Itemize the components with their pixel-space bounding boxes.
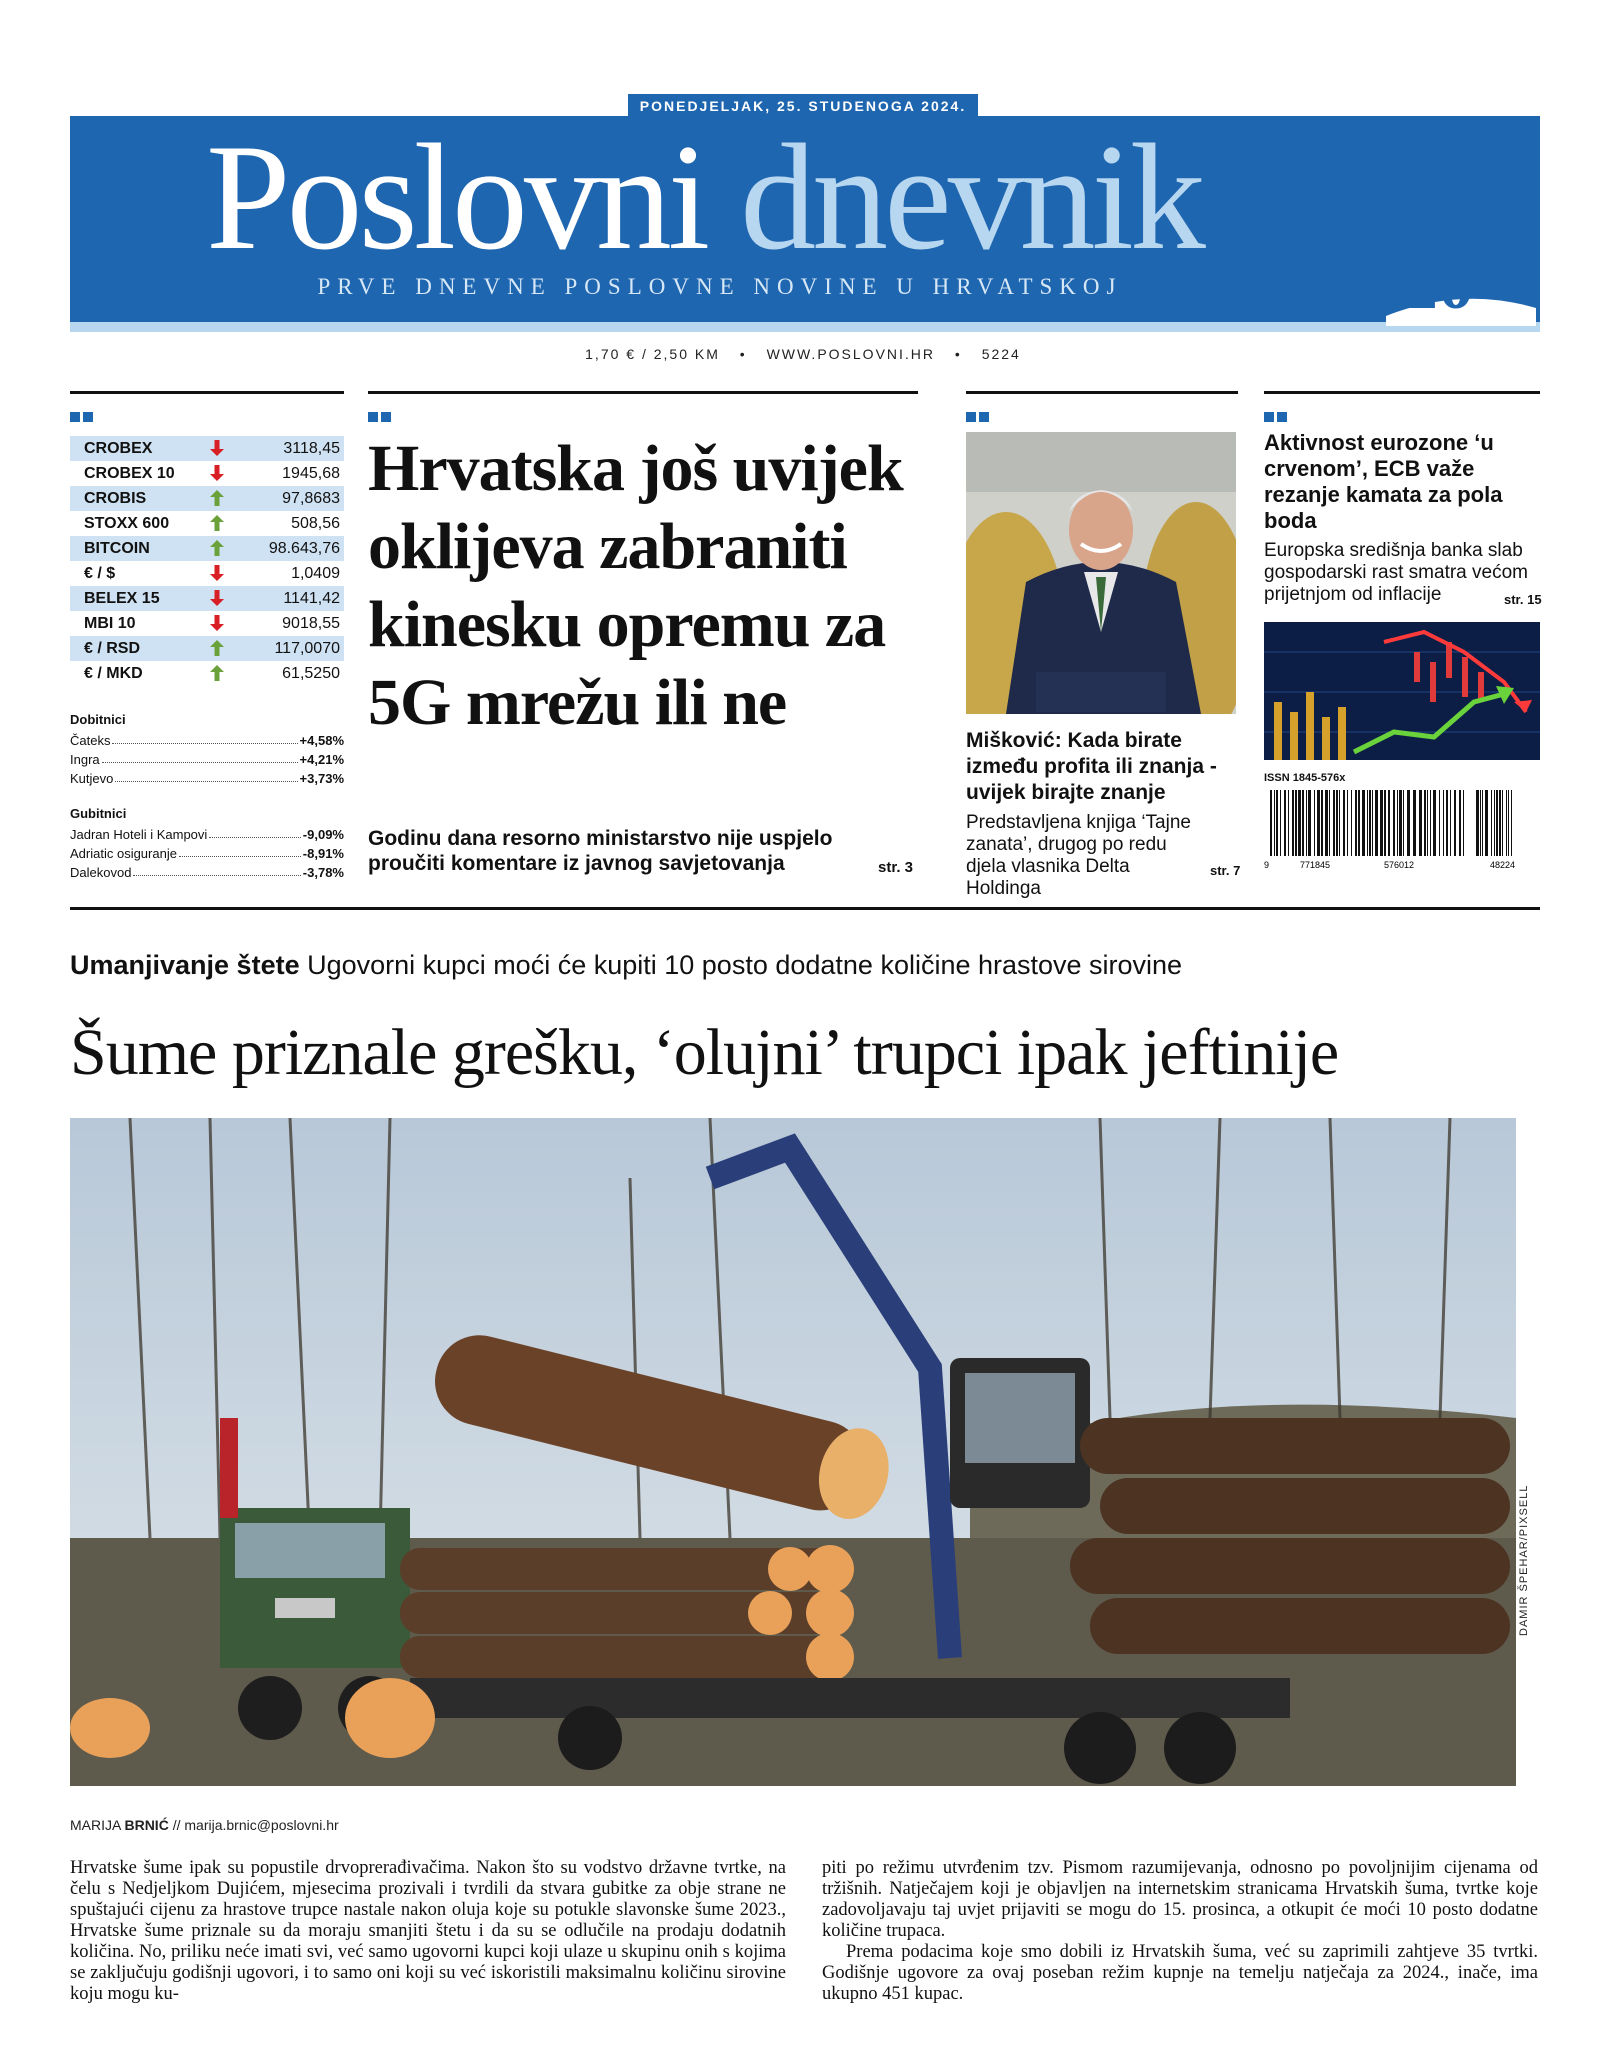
column-rule [70, 391, 344, 394]
barcode-bar [1491, 790, 1492, 856]
barcode-bar [1485, 790, 1488, 856]
mover-change: +3,73% [299, 771, 344, 786]
author-email[interactable]: // marija.brnic@poslovni.hr [172, 1817, 339, 1833]
barcode-bar [1476, 790, 1479, 856]
arrow-up-icon [194, 540, 240, 558]
masthead-strip [70, 322, 1540, 332]
mover-row [70, 767, 344, 786]
barcode-bar [1358, 790, 1360, 856]
arrow-up-icon [194, 640, 240, 658]
market-name: CROBEX [84, 439, 153, 457]
masthead [70, 116, 1540, 332]
barcode-bar [1439, 790, 1440, 856]
dot-leader [112, 743, 297, 744]
market-value: 1945,68 [282, 464, 340, 482]
lead-page-ref: str. 3 [878, 859, 914, 876]
barcode-bar [1496, 790, 1498, 856]
body-paragraph: Hrvatske šume ipak su popustile drvoprerađivačima. Nakon što su vodstvo državne tvrtke, na čelu s Nedjeljkom Dujićem, mjesecima prozivali i tvrdili da stvara gubitke za obje strane ne spuštajući cijenu za hrastove trupce nastale nakon oluja koje su potukle slavonske šume 2023., Hrvatske šume priznale su da moraju smanjiti štetu i da su se odlučile na prodaju dodatnih količina. No, priliku neće imati svi, već samo ugovorni kupci koji ulaze u skupinu onih s kojima se zaključuju godišnji ugovori, i to samo oni koji su već iskoristili maksimalnu količinu sirovine koju mogu ku- [70, 1858, 786, 2004]
barcode-bar [1347, 790, 1348, 856]
portrait-story-text: Predstavljena knjiga ‘Tajne zanata’, drugog po redu djela vlasnika Delta Holdinga [966, 812, 1191, 899]
gainers-list [70, 712, 344, 786]
barcode-bar [1336, 790, 1338, 856]
kicker-bold: Umanjivanje štete [70, 950, 300, 980]
market-name: € / RSD [84, 639, 141, 657]
market-row [70, 436, 344, 461]
barcode-bar [1459, 790, 1461, 856]
market-row [70, 486, 344, 511]
barcode-bar [1367, 790, 1368, 856]
title-word-poslovni: Poslovni [206, 116, 707, 281]
market-name: CROBEX 10 [84, 464, 175, 482]
ecb-text: Europska središnja banka slab gospodarski rast smatra većom prijetnjom od inflacije [1264, 540, 1528, 605]
barcode-bar [1454, 790, 1456, 856]
barcode-number: 771845 [1300, 860, 1331, 870]
mover-row [70, 729, 344, 748]
market-value: 97,8683 [282, 489, 340, 507]
photo-illustration [70, 1118, 1516, 1786]
lead-deck: Godinu dana resorno ministarstvo nije uspjelo proučiti komentare iz javnog savjetovanja [368, 827, 833, 875]
market-row [70, 586, 344, 611]
barcode-bar [1306, 790, 1307, 856]
portrait-illustration [966, 432, 1236, 714]
barcode-bar [1407, 790, 1410, 856]
barcode-bar [1494, 790, 1495, 856]
market-name: MBI 10 [84, 614, 136, 632]
price-line: 1,70 € / 2,50 KM • WWW.POSLOVNI.HR • 5224 [585, 346, 1021, 362]
barcode-bar [1419, 790, 1422, 856]
barcode-bar [1399, 790, 1402, 856]
losers-title: Gubitnici [70, 806, 127, 821]
market-chart-photo[interactable] [1264, 622, 1540, 760]
forestry-log-loader-photo[interactable] [70, 1118, 1516, 1786]
barcode-bar [1430, 790, 1431, 856]
price: 1,70 € / 2,50 KM [585, 346, 720, 362]
market-value: 1,0409 [291, 564, 340, 582]
mover-name: Čateks [70, 733, 111, 748]
barcode-bar [1333, 790, 1335, 856]
mover-name: Dalekovod [70, 865, 132, 880]
column-rule [368, 391, 918, 394]
market-value: 61,5250 [282, 664, 340, 682]
dot-leader [179, 856, 301, 857]
barcode-bar [1280, 790, 1281, 856]
market-name: CROBIS [84, 489, 147, 507]
barcode-bar [1355, 790, 1357, 856]
barcode-bar [1397, 790, 1398, 856]
main-headline[interactable]: Šume priznale grešku, ‘olujni’ trupci ipak jeftinije [70, 1016, 1339, 1089]
arrow-down-icon [194, 465, 240, 483]
website-link[interactable]: WWW.POSLOVNI.HR [766, 346, 936, 362]
market-row [70, 611, 344, 636]
market-value: 98.643,76 [268, 539, 340, 557]
chart-illustration [1264, 622, 1540, 760]
section-marker [368, 412, 394, 422]
barcode-bar [1403, 790, 1404, 856]
barcode-bar [1480, 790, 1481, 856]
barcode-bar [1384, 790, 1386, 856]
arrow-up-icon [194, 490, 240, 508]
arrow-up-icon [194, 515, 240, 533]
barcode-bar [1321, 790, 1323, 856]
barcode [1264, 790, 1540, 870]
market-row [70, 561, 344, 586]
barcode-bar [1508, 790, 1509, 856]
mover-row [70, 823, 344, 842]
anniversary-number: 20 [1402, 246, 1474, 324]
barcode-bar [1298, 790, 1301, 856]
mover-change: +4,58% [299, 733, 344, 748]
body-paragraph: piti po režimu utvrđenim tzv. Pismom razumijevanja, odnosno po povoljnijim cijenama od tržišnih. Natječajem koji je objavljen na internetskim stranicama Hrvatskih šuma, tvrtke koje zadovoljavaju taj uvjet prijaviti se mogu do 15. prosinca, a otkupit će moći 10 posto dodatne količine trupaca. [822, 1858, 1538, 1941]
barcode-bar [1506, 790, 1507, 856]
market-name: STOXX 600 [84, 514, 170, 532]
portrait-story-headline[interactable]: Mišković: Kada birate između profita ili znanja - uvijek birajte znanje [966, 729, 1217, 804]
barcode-bar [1393, 790, 1395, 856]
barcode-bar [1284, 790, 1286, 856]
dot-leader [133, 875, 300, 876]
barcode-bar [1270, 790, 1272, 856]
mover-row [70, 861, 344, 880]
section-divider [70, 907, 1540, 910]
market-name: BITCOIN [84, 539, 150, 557]
body-column-1 [70, 1858, 786, 2005]
barcode-bar [1302, 790, 1304, 856]
section-marker [70, 412, 96, 422]
anniversary-20-logo [1386, 246, 1536, 326]
barcode-bar [1424, 790, 1426, 856]
market-name: € / $ [84, 564, 116, 582]
barcode-bar [1369, 790, 1371, 856]
mover-row [70, 748, 344, 767]
barcode-bar [1427, 790, 1428, 856]
market-name: BELEX 15 [84, 589, 160, 607]
mover-name: Adriatic osiguranje [70, 846, 177, 861]
kicker-text: Ugovorni kupci moći će kupiti 10 posto dodatne količine hrastove sirovine [307, 950, 1183, 980]
issue-number: 5224 [981, 346, 1021, 362]
barcode-bar [1292, 790, 1294, 856]
market-row [70, 511, 344, 536]
barcode-bar [1443, 790, 1444, 856]
barcode-bar [1295, 790, 1297, 856]
title-word-dnevnik: dnevnik [740, 116, 1202, 281]
mover-change: -8,91% [302, 846, 344, 861]
market-row [70, 536, 344, 561]
barcode-bar [1388, 790, 1390, 856]
body-paragraph: Prema podacima koje smo dobili iz Hrvatskih šuma, već su zaprimili zahtjeve 35 tvrtki. Godišnje ugovore za ovaj poseban režim kupnje na temelju natječaja za 2024., inače, ima ukupno 451 kupac. [822, 1942, 1538, 2004]
market-table [70, 436, 344, 686]
mover-change: -9,09% [302, 827, 344, 842]
barcode-number: 576012 [1384, 860, 1415, 870]
market-value: 3118,45 [283, 439, 340, 457]
barcode-bar [1450, 790, 1451, 856]
gainers-title: Dobitnici [70, 712, 126, 727]
barcode-bar [1499, 790, 1501, 856]
newspaper-subtitle: PRVE DNEVNE POSLOVNE NOVINE U HRVATSKOJ [317, 274, 1123, 299]
mover-change: +4,21% [299, 752, 344, 767]
barcode-bar [1511, 790, 1512, 856]
barcode-bar [1276, 790, 1278, 856]
lead-headline[interactable]: Hrvatska još uvijek oklijeva zabraniti kinesku opremu za 5G mrežu ili ne [368, 432, 903, 739]
section-marker [1264, 412, 1290, 422]
barcode-bar [1314, 790, 1315, 856]
mover-row [70, 842, 344, 861]
arrow-down-icon [194, 440, 240, 458]
photo-credit: DAMIR ŠPEHAR/PIXSELL [1518, 1484, 1530, 1636]
arrow-down-icon [194, 590, 240, 608]
market-name: € / MKD [84, 664, 143, 682]
dot-leader [209, 837, 301, 838]
market-value: 508,56 [291, 514, 340, 532]
barcode-bar [1351, 790, 1352, 856]
issue-date: PONEDJELJAK, 25. STUDENOGA 2024. [628, 94, 978, 118]
barcode-bar [1317, 790, 1320, 856]
barcode-bar [1329, 790, 1330, 856]
barcode-bar [1274, 790, 1275, 856]
barcode-bar [1362, 790, 1365, 856]
barcode-bar [1433, 790, 1436, 856]
mover-change: -3,78% [302, 865, 344, 880]
section-marker [966, 412, 992, 422]
market-row [70, 661, 344, 686]
ecb-headline[interactable]: Aktivnost eurozone ‘u crvenom’, ECB važe rezanje kamata za pola boda [1264, 430, 1503, 533]
barcode-bar [1372, 790, 1373, 856]
body-column-2 [822, 1858, 1538, 2005]
market-value: 9018,55 [282, 614, 340, 632]
column-rule [966, 391, 1238, 394]
losers-list [70, 806, 344, 880]
barcode-bar [1446, 790, 1448, 856]
barcode-bar [1343, 790, 1345, 856]
barcode-bar [1325, 790, 1328, 856]
column-rule [1264, 391, 1540, 394]
newspaper-title [206, 116, 1202, 281]
issn: ISSN 1845-576x [1264, 772, 1346, 784]
barcode-bar [1482, 790, 1483, 856]
barcode-bar [1339, 790, 1340, 856]
mover-name: Jadran Hoteli i Kampovi [70, 827, 208, 842]
barcode-number: 9 [1264, 860, 1270, 870]
portrait-page-ref: str. 7 [1210, 863, 1241, 878]
portrait-photo[interactable] [966, 432, 1236, 714]
arrow-down-icon [194, 615, 240, 633]
ecb-page-ref: str. 15 [1504, 592, 1542, 607]
barcode-bar [1502, 790, 1503, 856]
arrow-down-icon [194, 565, 240, 583]
barcode-bar [1380, 790, 1383, 856]
mover-name: Ingra [70, 752, 100, 767]
barcode-bar [1288, 790, 1289, 856]
mover-name: Kutjevo [70, 771, 114, 786]
barcode-bar [1463, 790, 1464, 856]
barcode-bar [1375, 790, 1378, 856]
arrow-up-icon [194, 665, 240, 683]
author-last: BRNIĆ [124, 1817, 169, 1833]
author-first: MARIJA [70, 1817, 121, 1833]
barcode-number: 48224 [1490, 860, 1516, 870]
market-row [70, 461, 344, 486]
market-value: 1141,42 [283, 589, 340, 607]
barcode-bar [1413, 790, 1416, 856]
dot-leader [102, 762, 298, 763]
barcode-bar [1308, 790, 1311, 856]
dot-leader [115, 781, 297, 782]
byline [70, 1817, 339, 1833]
main-kicker [70, 950, 1540, 981]
market-value: 117,0070 [274, 639, 340, 657]
market-row [70, 636, 344, 661]
